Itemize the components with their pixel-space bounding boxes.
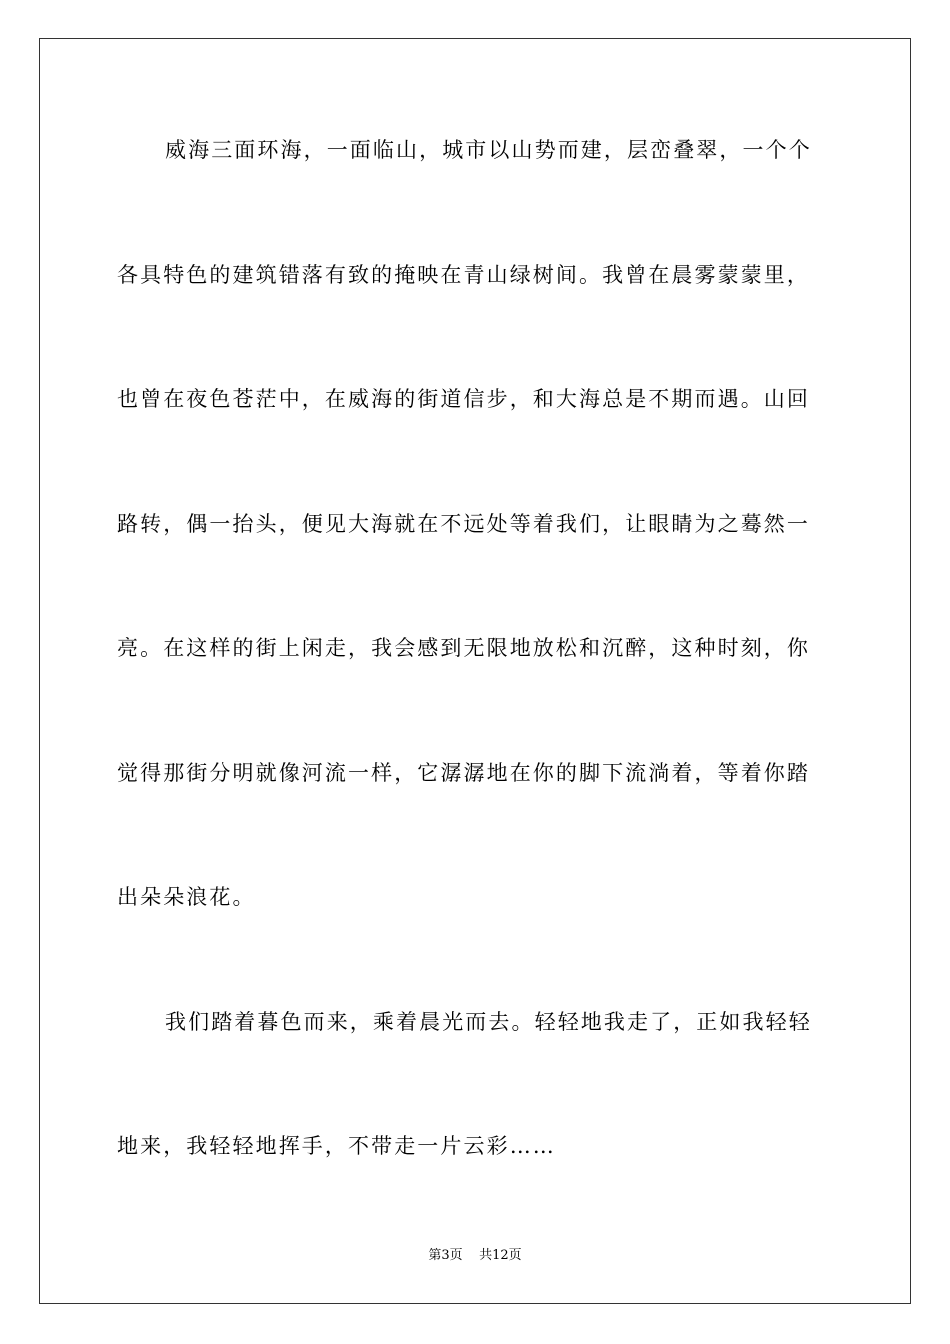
page-total: 共12页 (479, 1248, 522, 1263)
paragraph-1-line-4: 路转，偶一抬头，便见大海就在不远处等着我们，让眼睛为之蓦然一 (117, 512, 810, 536)
paragraph-1-line-7: 出朵朵浪花。 (117, 885, 256, 909)
paragraph-1-line-5: 亮。在这样的街上闲走，我会感到无限地放松和沉醉，这种时刻，你 (117, 636, 810, 660)
page-number: 第3页 (428, 1248, 463, 1263)
page-footer (0, 1247, 950, 1265)
paragraph-2-line-2: 地来，我轻轻地挥手，不带走一片云彩…… (117, 1134, 556, 1158)
paragraph-1-line-3: 也曾在夜色苍茫中，在威海的街道信步，和大海总是不期而遇。山回 (117, 387, 810, 411)
page-border (39, 38, 911, 1304)
paragraph-1-line-2: 各具特色的建筑错落有致的掩映在青山绿树间。我曾在晨雾蒙蒙里， (117, 263, 810, 287)
paragraph-1-line-1: 威海三面环海，一面临山，城市以山势而建，层峦叠翠，一个个 (165, 138, 812, 162)
paragraph-1-line-6: 觉得那街分明就像河流一样，它潺潺地在你的脚下流淌着，等着你踏 (117, 761, 810, 785)
paragraph-2-line-1: 我们踏着暮色而来，乘着晨光而去。轻轻地我走了，正如我轻轻 (165, 1010, 812, 1034)
